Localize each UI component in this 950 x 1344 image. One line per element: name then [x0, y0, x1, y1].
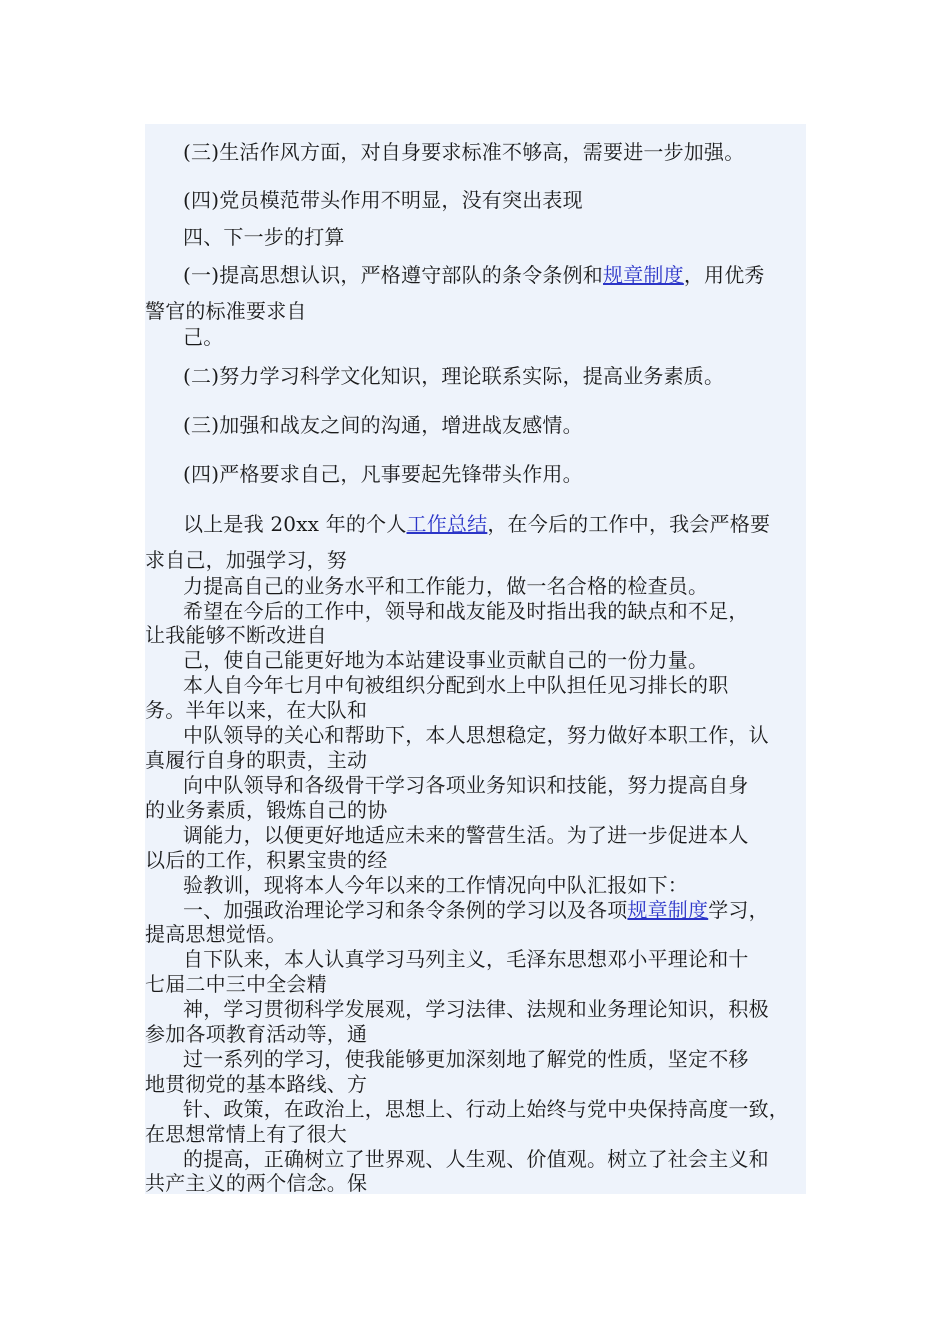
line-text: ，用优秀 — [683, 263, 765, 287]
section-heading: 四、下一步的打算 — [183, 225, 345, 249]
line-text: (一)提高思想认识，严格遵守部队的条令条例和 — [183, 263, 604, 287]
line-text: 以上是我 20xx 年的个人 — [183, 512, 407, 536]
paragraph-line: 的业务素质，锻炼自己的协 — [145, 798, 388, 822]
paragraph-line: (四)严格要求自己，凡事要起先锋带头作用。 — [183, 462, 583, 486]
paragraph-line: 针、政策，在政治上，思想上、行动上始终与党中央保持高度一致， — [183, 1097, 789, 1121]
paragraph-line: 让我能够不断改进自 — [145, 623, 327, 647]
paragraph-line: 调能力，以便更好地适应未来的警营生活。为了进一步促进本人 — [183, 823, 749, 847]
paragraph-line: 提高思想觉悟。 — [145, 922, 287, 946]
paragraph-line: (四)党员模范带头作用不明显，没有突出表现 — [183, 188, 583, 212]
paragraph-line: 警官的标准要求自 — [145, 299, 307, 323]
paragraph-line: (三)加强和战友之间的沟通，增进战友感情。 — [183, 413, 583, 437]
paragraph-line: 己。 — [183, 325, 224, 349]
line-text: 学习， — [708, 898, 769, 922]
paragraph-line: 以后的工作，积累宝贵的经 — [145, 848, 388, 872]
work-summary-link[interactable]: 工作总结 — [406, 512, 488, 536]
paragraph-line: 共产主义的两个信念。保 — [145, 1171, 368, 1195]
paragraph-line: (二)努力学习科学文化知识，理论联系实际，提高业务素质。 — [183, 364, 725, 388]
paragraph-line — [183, 263, 765, 287]
line-text: ，在今后的工作中，我会严格要 — [487, 512, 771, 536]
paragraph-line — [183, 512, 770, 536]
regulations-link[interactable]: 规章制度 — [627, 898, 709, 922]
paragraph-line: 参加各项教育活动等，通 — [145, 1022, 368, 1046]
paragraph-line: 求自己，加强学习，努 — [145, 548, 347, 572]
paragraph-line: 七届二中三中全会精 — [145, 972, 327, 996]
paragraph-line: 在思想常情上有了很大 — [145, 1122, 347, 1146]
line-text: 一、加强政治理论学习和条令条例的学习以及各项 — [183, 898, 628, 922]
paragraph-line: 真履行自身的职责，主动 — [145, 748, 368, 772]
document-body — [145, 124, 806, 1194]
paragraph-line: 过一系列的学习，使我能够更加深刻地了解党的性质，坚定不移 — [183, 1047, 749, 1071]
paragraph-line: 务。半年以来，在大队和 — [145, 698, 368, 722]
paragraph-line: 力提高自己的业务水平和工作能力，做一名合格的检查员。 — [183, 574, 709, 598]
paragraph-line: 自下队来，本人认真学习马列主义，毛泽东思想邓小平理论和十 — [183, 947, 749, 971]
paragraph-line: 的提高，正确树立了世界观、人生观、价值观。树立了社会主义和 — [183, 1147, 769, 1171]
paragraph-line: (三)生活作风方面，对自身要求标准不够高，需要进一步加强。 — [183, 140, 745, 164]
paragraph-line: 向中队领导和各级骨干学习各项业务知识和技能，努力提高自身 — [183, 773, 749, 797]
paragraph-line: 中队领导的关心和帮助下，本人思想稳定，努力做好本职工作，认 — [183, 723, 769, 747]
paragraph-line — [183, 898, 769, 922]
paragraph-line: 验教训，现将本人今年以来的工作情况向中队汇报如下： — [183, 873, 688, 897]
paragraph-line: 神，学习贯彻科学发展观，学习法律、法规和业务理论知识，积极 — [183, 997, 769, 1021]
paragraph-line: 本人自今年七月中旬被组织分配到水上中队担任见习排长的职 — [183, 673, 729, 697]
paragraph-line: 地贯彻党的基本路线、方 — [145, 1072, 368, 1096]
regulations-link[interactable]: 规章制度 — [603, 263, 684, 287]
paragraph-line: 己，使自己能更好地为本站建设事业贡献自己的一份力量。 — [183, 648, 709, 672]
paragraph-line: 希望在今后的工作中，领导和战友能及时指出我的缺点和不足， — [183, 599, 749, 623]
